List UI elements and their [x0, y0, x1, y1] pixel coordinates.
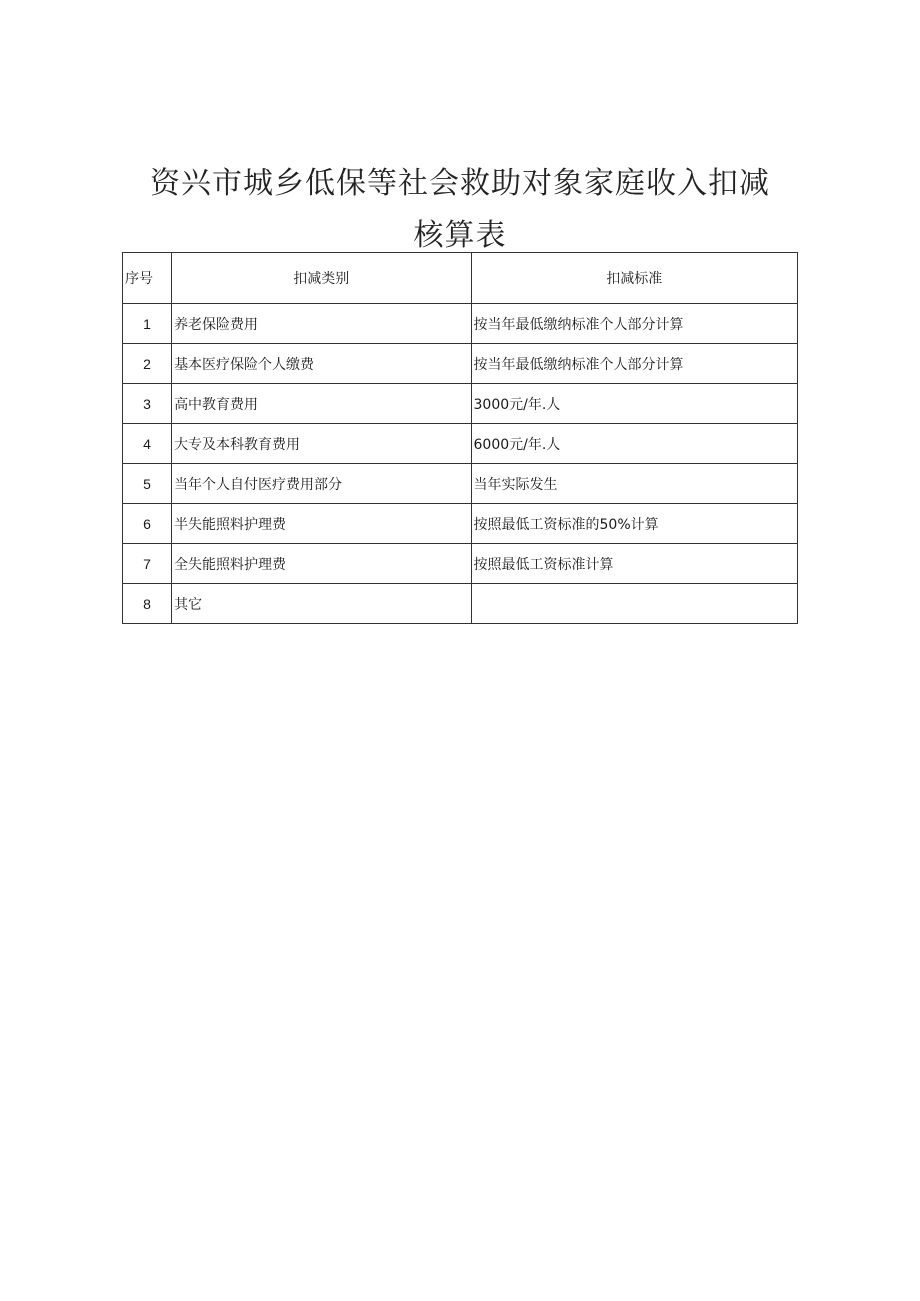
row-category: 大专及本科教育费用	[172, 424, 471, 464]
row-category: 其它	[172, 584, 471, 624]
table-row	[123, 584, 798, 624]
row-number: 3	[123, 384, 172, 424]
row-standard: 当年实际发生	[471, 464, 798, 504]
row-category: 高中教育费用	[172, 384, 471, 424]
row-category: 养老保险费用	[172, 304, 471, 344]
row-standard: 按当年最低缴纳标准个人部分计算	[471, 344, 798, 384]
document-title: 资兴市城乡低保等社会救助对象家庭收入扣减	[150, 166, 770, 201]
row-category: 全失能照料护理费	[172, 544, 471, 584]
row-standard: 按照最低工资标准的50%计算	[471, 504, 798, 544]
row-number: 8	[123, 584, 172, 624]
row-category: 基本医疗保险个人缴费	[172, 344, 471, 384]
row-category: 当年个人自付医疗费用部分	[172, 464, 471, 504]
row-number: 5	[123, 464, 172, 504]
row-number: 4	[123, 424, 172, 464]
table-row	[123, 424, 798, 464]
header-deduction-standard: 扣减标准	[471, 253, 798, 304]
table-row	[123, 464, 798, 504]
row-category: 半失能照料护理费	[172, 504, 471, 544]
table-row	[123, 304, 798, 344]
row-number: 1	[123, 304, 172, 344]
header-deduction-category: 扣减类别	[172, 253, 471, 304]
table-header-row	[123, 253, 798, 304]
table-row	[123, 344, 798, 384]
row-number: 7	[123, 544, 172, 584]
row-standard: 按当年最低缴纳标准个人部分计算	[471, 304, 798, 344]
deduction-table	[122, 252, 798, 624]
row-standard	[471, 584, 798, 624]
row-number: 2	[123, 344, 172, 384]
row-standard: 按照最低工资标准计算	[471, 544, 798, 584]
table-row	[123, 504, 798, 544]
row-standard: 6000元/年.人	[471, 424, 798, 464]
header-serial-number: 序号	[123, 253, 172, 304]
row-standard: 3000元/年.人	[471, 384, 798, 424]
row-number: 6	[123, 504, 172, 544]
document-title-continued: 核算表	[413, 218, 507, 253]
table-row	[123, 384, 798, 424]
table-row	[123, 544, 798, 584]
